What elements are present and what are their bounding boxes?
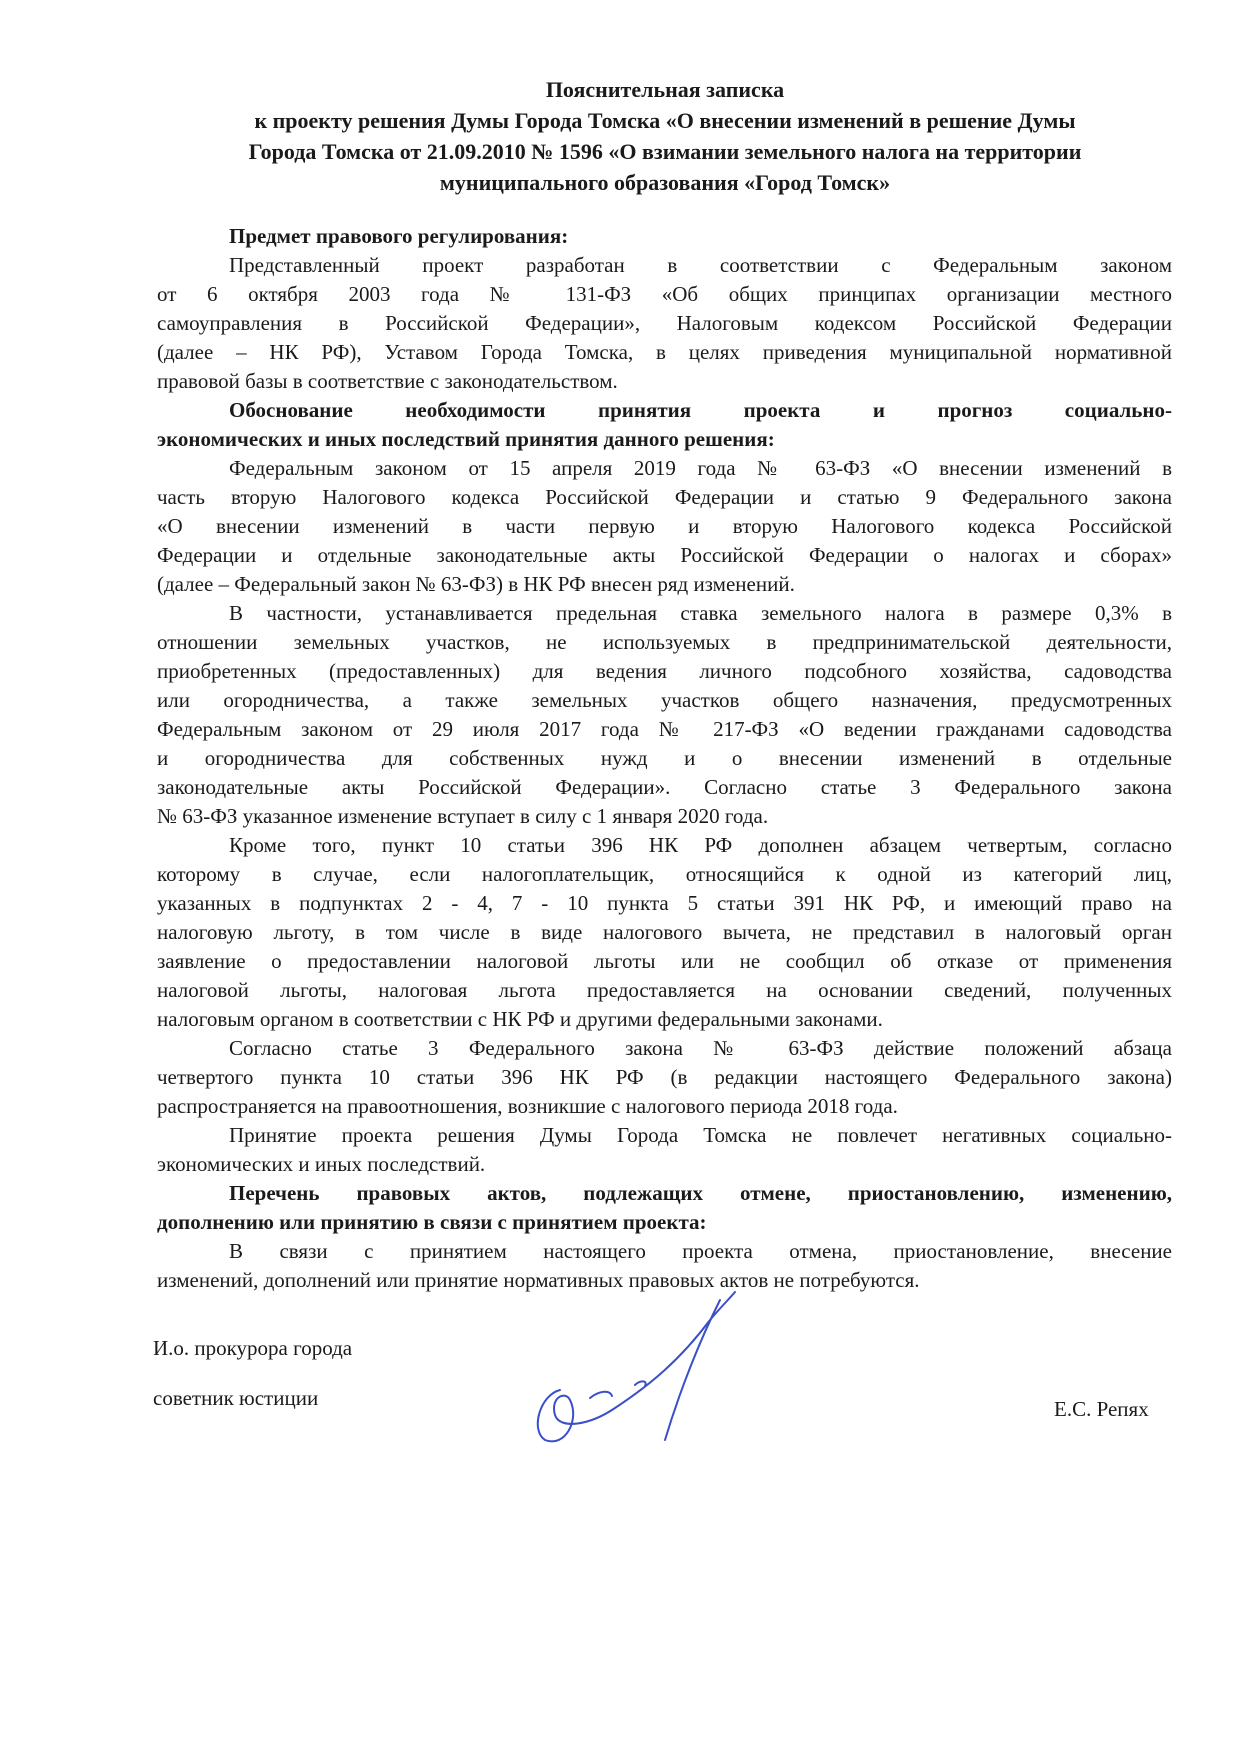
text-line: Кроме того, пункт 10 статьи 396 НК РФ дополнен абзацем четвертым, согласно	[229, 833, 1172, 857]
title-line: Города Томска от 21.09.2010 № 1596 «О взимании земельного налога на территории	[248, 139, 1082, 164]
document-body	[157, 222, 1172, 1295]
paragraph	[157, 831, 1172, 1034]
text-line: Согласно статье 3 Федерального закона № 63-ФЗ действие положений абзаца	[229, 1036, 1172, 1060]
text-line: изменений, дополнений или принятие нормативных правовых актов не потребуются.	[157, 1268, 920, 1292]
text-line: Федеральным законом от 15 апреля 2019 года № 63-ФЗ «О внесении изменений в	[229, 456, 1172, 480]
text-line: Перечень правовых актов, подлежащих отмене, приостановлению, изменению,	[229, 1181, 1172, 1205]
text-line: налоговой льготы, налоговая льгота предоставляется на основании сведений, полученных	[157, 978, 1172, 1002]
section-heading	[157, 222, 1172, 251]
text-line: и огородничества для собственных нужд и о внесении изменений в отдельные	[157, 746, 1172, 770]
text-line: четвертого пункта 10 статьи 396 НК РФ (в редакции настоящего Федерального закона)	[157, 1065, 1172, 1089]
text-line: правовой базы в соответствие с законодательством.	[157, 369, 618, 393]
text-line: Предмет правового регулирования:	[229, 224, 569, 248]
text-line: часть вторую Налогового кодекса Российской Федерации и статью 9 Федерального закона	[157, 485, 1172, 509]
text-line: заявление о предоставлении налоговой льготы или не сообщил об отказе от применения	[157, 949, 1172, 973]
text-line: В связи с принятием настоящего проекта отмена, приостановление, внесение	[229, 1239, 1172, 1263]
text-line: дополнению или принятию в связи с принятием проекта:	[157, 1210, 707, 1234]
paragraph	[157, 1034, 1172, 1121]
document-title	[150, 74, 1180, 198]
section-heading	[157, 396, 1172, 454]
text-line: отношении земельных участков, не используемых в предпринимательской деятельности,	[157, 630, 1172, 654]
paragraph	[157, 1121, 1172, 1179]
section-heading	[157, 1179, 1172, 1237]
title-line: к проекту решения Думы Города Томска «О внесении изменений в решение Думы	[254, 108, 1076, 133]
text-line: от 6 октября 2003 года № 131-ФЗ «Об общих принципах организации местного	[157, 282, 1172, 306]
text-line: Федерации и отдельные законодательные акты Российской Федерации о налогах и сборах»	[157, 543, 1172, 567]
text-line: самоуправления в Российской Федерации», Налоговым кодексом Российской Федерации	[157, 311, 1172, 335]
text-line: экономических и иных последствий принятия данного решения:	[157, 427, 775, 451]
paragraph	[157, 1237, 1172, 1295]
text-line: «О внесении изменений в части первую и вторую Налогового кодекса Российской	[157, 514, 1172, 538]
paragraph	[157, 251, 1172, 396]
text-line: налоговую льготу, в том числе в виде налогового вычета, не представил в налоговый орган	[157, 920, 1172, 944]
text-line: указанных в подпунктах 2 - 4, 7 - 10 пункта 5 статьи 391 НК РФ, и имеющий право на	[157, 891, 1172, 915]
paragraph	[157, 454, 1172, 599]
text-line: или огородничества, а также земельных участков общего назначения, предусмотренных	[157, 688, 1172, 712]
signer-rank: советник юстиции	[153, 1386, 319, 1410]
text-line: законодательные акты Российской Федерации». Согласно статье 3 Федерального закона	[157, 775, 1172, 799]
text-line: распространяется на правоотношения, возникшие с налогового периода 2018 года.	[157, 1094, 898, 1118]
text-line: которому в случае, если налогоплательщик, относящийся к одной из категорий лиц,	[157, 862, 1172, 886]
signer-name: Е.С. Репях	[1054, 1397, 1149, 1421]
title-line: муниципального образования «Город Томск»	[439, 170, 891, 195]
text-line: экономических и иных последствий.	[157, 1152, 486, 1176]
signer-position: И.о. прокурора города	[153, 1336, 353, 1360]
text-line: налоговым органом в соответствии с НК РФ и другими федеральными законами.	[157, 1007, 883, 1031]
text-line: (далее – НК РФ), Уставом Города Томска, в целях приведения муниципальной нормативной	[157, 340, 1172, 364]
text-line: приобретенных (предоставленных) для ведения личного подсобного хозяйства, садоводства	[157, 659, 1172, 683]
text-line: Принятие проекта решения Думы Города Томска не повлечет негативных социально-	[229, 1123, 1172, 1147]
text-line: В частности, устанавливается предельная ставка земельного налога в размере 0,3% в	[229, 601, 1172, 625]
text-line: № 63-ФЗ указанное изменение вступает в силу с 1 января 2020 года.	[157, 804, 769, 828]
title-line: Пояснительная записка	[545, 77, 785, 102]
paragraph	[157, 599, 1172, 831]
text-line: Обоснование необходимости принятия проекта и прогноз социально-	[229, 398, 1172, 422]
text-line: Федеральным законом от 29 июля 2017 года № 217-ФЗ «О ведении гражданами садоводства	[157, 717, 1172, 741]
text-line: (далее – Федеральный закон № 63-ФЗ) в НК РФ внесен ряд изменений.	[157, 572, 795, 596]
handwritten-signature	[520, 1290, 780, 1450]
text-line: Представленный проект разработан в соответствии с Федеральным законом	[229, 253, 1172, 277]
